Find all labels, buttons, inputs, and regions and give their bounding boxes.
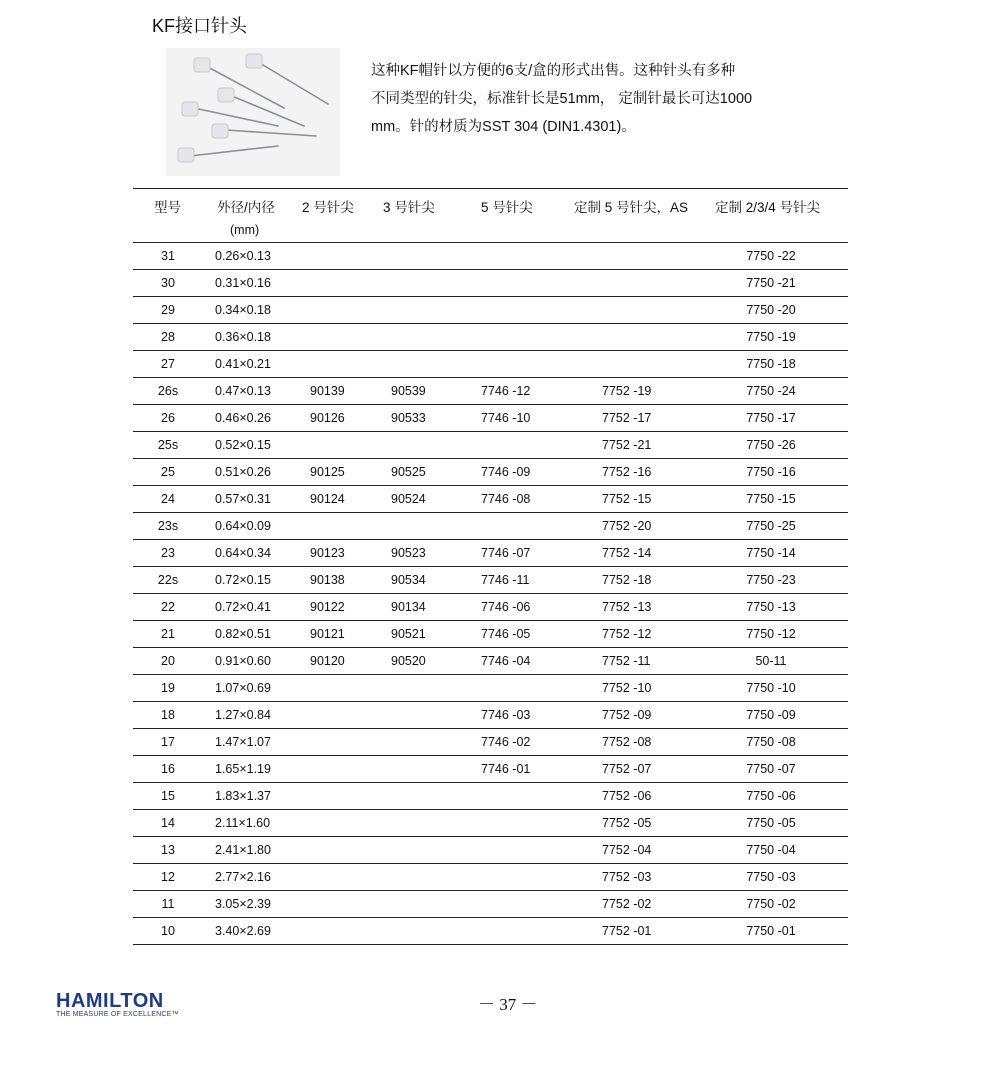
cell-tip-5: 7746 -03 bbox=[481, 708, 531, 722]
cell-model: 11 bbox=[161, 897, 175, 911]
cell-model: 25s bbox=[157, 438, 179, 452]
header-tip-2: 2 号针尖 bbox=[302, 200, 354, 215]
cell-od-id: 2.11×1.60 bbox=[215, 816, 271, 830]
cell-tip-2: 90124 bbox=[310, 492, 345, 506]
cell-model: 23s bbox=[157, 519, 179, 533]
description-line: 这种KF帽针以方便的6支/盒的形式出售。这种针头有多种 bbox=[371, 63, 736, 79]
cell-custom-tip-234: 7750 -02 bbox=[746, 897, 796, 911]
cell-custom-tip-5-as: 7752 -17 bbox=[602, 411, 652, 425]
cell-tip-3: 90539 bbox=[391, 384, 426, 398]
cell-custom-tip-5-as: 7752 -21 bbox=[602, 438, 652, 452]
cell-model: 10 bbox=[161, 924, 175, 938]
header-tip-5: 5 号针尖 bbox=[481, 200, 533, 215]
cell-custom-tip-234: 7750 -09 bbox=[746, 708, 796, 722]
cell-model: 14 bbox=[161, 816, 175, 830]
cell-model: 24 bbox=[161, 492, 175, 506]
cell-model: 21 bbox=[161, 627, 175, 641]
cell-model: 29 bbox=[161, 303, 175, 317]
cell-custom-tip-234: 7750 -14 bbox=[746, 546, 796, 560]
cell-model: 13 bbox=[161, 843, 175, 857]
brand-name: HAMILTON bbox=[56, 990, 164, 1012]
cell-tip-3: 90524 bbox=[391, 492, 426, 506]
cell-custom-tip-5-as: 7752 -14 bbox=[602, 546, 652, 560]
cell-custom-tip-5-as: 7752 -12 bbox=[602, 627, 652, 641]
cell-tip-5: 7746 -09 bbox=[481, 465, 531, 479]
cell-od-id: 0.31×0.16 bbox=[215, 276, 271, 290]
cell-od-id: 0.36×0.18 bbox=[215, 330, 271, 344]
cell-custom-tip-5-as: 7752 -18 bbox=[602, 573, 652, 587]
table-header bbox=[133, 189, 848, 243]
header-unit: (mm) bbox=[230, 223, 260, 237]
cell-od-id: 1.83×1.37 bbox=[215, 789, 271, 803]
cell-tip-5: 7746 -05 bbox=[481, 627, 531, 641]
cell-custom-tip-5-as: 7752 -08 bbox=[602, 735, 652, 749]
cell-model: 27 bbox=[161, 357, 175, 371]
cell-custom-tip-5-as: 7752 -19 bbox=[602, 384, 652, 398]
cell-tip-3: 90520 bbox=[391, 654, 426, 668]
cell-model: 18 bbox=[161, 708, 175, 722]
cell-tip-2: 90122 bbox=[310, 600, 345, 614]
cell-od-id: 0.64×0.09 bbox=[215, 519, 271, 533]
cell-model: 12 bbox=[161, 870, 175, 884]
cell-custom-tip-5-as: 7752 -09 bbox=[602, 708, 652, 722]
description-line: mm。针的材质为SST 304 (DIN1.4301)。 bbox=[371, 119, 636, 135]
cell-od-id: 0.34×0.18 bbox=[215, 303, 271, 317]
cell-custom-tip-234: 7750 -06 bbox=[746, 789, 796, 803]
cell-od-id: 3.40×2.69 bbox=[215, 924, 271, 938]
cell-od-id: 0.64×0.34 bbox=[215, 546, 271, 560]
page-number: － 37 － bbox=[478, 995, 538, 1014]
cell-tip-3: 90525 bbox=[391, 465, 426, 479]
cell-custom-tip-5-as: 7752 -11 bbox=[602, 654, 651, 668]
cell-custom-tip-234: 7750 -01 bbox=[746, 924, 796, 938]
cell-custom-tip-234: 7750 -05 bbox=[746, 816, 796, 830]
brand-tagline: THE MEASURE OF EXCELLENCE™ bbox=[56, 1011, 179, 1018]
cell-custom-tip-234: 7750 -22 bbox=[746, 249, 796, 263]
description-line: 不同类型的针尖，标准针长是51mm， 定制针最长可达1000 bbox=[371, 91, 753, 107]
needle-product-photo bbox=[166, 48, 340, 176]
cell-custom-tip-5-as: 7752 -06 bbox=[602, 789, 652, 803]
cell-custom-tip-5-as: 7752 -15 bbox=[602, 492, 652, 506]
table-row bbox=[133, 702, 848, 729]
cell-custom-tip-5-as: 7752 -16 bbox=[602, 465, 652, 479]
cell-od-id: 0.72×0.15 bbox=[215, 573, 271, 587]
header-od-id: 外径/内径 bbox=[217, 200, 275, 215]
cell-custom-tip-234: 50-11 bbox=[755, 654, 787, 668]
cell-custom-tip-5-as: 7752 -02 bbox=[602, 897, 652, 911]
cell-model: 26s bbox=[157, 384, 179, 398]
hamilton-logo bbox=[56, 990, 179, 1018]
cell-custom-tip-234: 7750 -23 bbox=[746, 573, 796, 587]
cell-tip-3: 90521 bbox=[391, 627, 426, 641]
cell-od-id: 2.41×1.80 bbox=[215, 843, 271, 857]
header-custom-tip-234: 定制 2/3/4 号针尖 bbox=[715, 200, 821, 215]
cell-od-id: 3.05×2.39 bbox=[215, 897, 271, 911]
cell-tip-5: 7746 -04 bbox=[481, 654, 531, 668]
cell-od-id: 0.46×0.26 bbox=[215, 411, 271, 425]
cell-custom-tip-234: 7750 -17 bbox=[746, 411, 796, 425]
cell-od-id: 1.47×1.07 bbox=[215, 735, 271, 749]
cell-custom-tip-234: 7750 -16 bbox=[746, 465, 796, 479]
cell-od-id: 0.82×0.51 bbox=[215, 627, 271, 641]
section-title: KF接口针头 bbox=[152, 16, 248, 36]
table-row bbox=[133, 324, 848, 351]
cell-custom-tip-234: 7750 -12 bbox=[746, 627, 796, 641]
cell-model: 23 bbox=[161, 546, 175, 560]
cell-custom-tip-5-as: 7752 -10 bbox=[602, 681, 652, 695]
cell-model: 22 bbox=[161, 600, 175, 614]
cell-custom-tip-234: 7750 -03 bbox=[746, 870, 796, 884]
cell-custom-tip-234: 7750 -07 bbox=[746, 762, 796, 776]
cell-custom-tip-234: 7750 -04 bbox=[746, 843, 796, 857]
cell-od-id: 1.07×0.69 bbox=[215, 681, 271, 695]
cell-tip-5: 7746 -07 bbox=[481, 546, 531, 560]
table-row bbox=[133, 270, 848, 297]
cell-custom-tip-5-as: 7752 -04 bbox=[602, 843, 652, 857]
cell-tip-3: 90534 bbox=[391, 573, 426, 587]
cell-tip-2: 90125 bbox=[310, 465, 345, 479]
header-tip-3: 3 号针尖 bbox=[383, 200, 435, 215]
table-row bbox=[133, 378, 848, 405]
cell-custom-tip-5-as: 7752 -05 bbox=[602, 816, 652, 830]
cell-custom-tip-234: 7750 -13 bbox=[746, 600, 796, 614]
cell-model: 30 bbox=[161, 276, 175, 290]
cell-model: 26 bbox=[161, 411, 175, 425]
cell-model: 16 bbox=[161, 762, 175, 776]
cell-custom-tip-234: 7750 -25 bbox=[746, 519, 796, 533]
cell-tip-2: 90139 bbox=[310, 384, 345, 398]
table-row bbox=[133, 432, 848, 459]
table-row bbox=[133, 675, 848, 702]
table-row bbox=[133, 864, 848, 891]
cell-custom-tip-5-as: 7752 -07 bbox=[602, 762, 652, 776]
table-row bbox=[133, 594, 848, 621]
cell-od-id: 0.51×0.26 bbox=[215, 465, 271, 479]
cell-od-id: 1.65×1.19 bbox=[215, 762, 271, 776]
cell-od-id: 1.27×0.84 bbox=[215, 708, 271, 722]
table-row bbox=[133, 621, 848, 648]
cell-od-id: 0.91×0.60 bbox=[215, 654, 271, 668]
cell-custom-tip-5-as: 7752 -01 bbox=[602, 924, 652, 938]
cell-tip-5: 7746 -02 bbox=[481, 735, 531, 749]
cell-model: 25 bbox=[161, 465, 175, 479]
table-row bbox=[133, 297, 848, 324]
cell-custom-tip-234: 7750 -19 bbox=[746, 330, 796, 344]
cell-custom-tip-234: 7750 -08 bbox=[746, 735, 796, 749]
cell-tip-2: 90123 bbox=[310, 546, 345, 560]
cell-custom-tip-234: 7750 -21 bbox=[746, 276, 796, 290]
table-row bbox=[133, 513, 848, 540]
cell-tip-5: 7746 -06 bbox=[481, 600, 531, 614]
cell-custom-tip-5-as: 7752 -03 bbox=[602, 870, 652, 884]
cell-custom-tip-234: 7750 -18 bbox=[746, 357, 796, 371]
cell-od-id: 2.77×2.16 bbox=[215, 870, 271, 884]
cell-custom-tip-5-as: 7752 -20 bbox=[602, 519, 652, 533]
table-row bbox=[133, 918, 848, 945]
cell-od-id: 0.26×0.13 bbox=[215, 249, 271, 263]
cell-od-id: 0.57×0.31 bbox=[215, 492, 271, 506]
table-row bbox=[133, 486, 848, 513]
table-row bbox=[133, 567, 848, 594]
cell-tip-5: 7746 -10 bbox=[481, 411, 531, 425]
table-row bbox=[133, 783, 848, 810]
table-row bbox=[133, 891, 848, 918]
cell-model: 15 bbox=[161, 789, 175, 803]
cell-od-id: 0.52×0.15 bbox=[215, 438, 271, 452]
cell-custom-tip-234: 7750 -20 bbox=[746, 303, 796, 317]
cell-model: 28 bbox=[161, 330, 175, 344]
header-custom-tip-5-as: 定制 5 号针尖，AS bbox=[574, 200, 689, 215]
table-row bbox=[133, 351, 848, 378]
cell-model: 31 bbox=[161, 249, 175, 263]
table-row bbox=[133, 648, 848, 675]
table-row bbox=[133, 243, 848, 270]
table-body bbox=[133, 243, 848, 945]
table-row bbox=[133, 405, 848, 432]
cell-model: 17 bbox=[161, 735, 175, 749]
header-model: 型号 bbox=[154, 200, 181, 215]
cell-model: 19 bbox=[161, 681, 175, 695]
cell-tip-5: 7746 -01 bbox=[481, 762, 531, 776]
cell-tip-3: 90533 bbox=[391, 411, 426, 425]
cell-tip-2: 90121 bbox=[310, 627, 345, 641]
cell-tip-5: 7746 -08 bbox=[481, 492, 531, 506]
cell-custom-tip-234: 7750 -26 bbox=[746, 438, 796, 452]
table-row bbox=[133, 837, 848, 864]
table-row bbox=[133, 756, 848, 783]
cell-od-id: 0.72×0.41 bbox=[215, 600, 271, 614]
cell-tip-5: 7746 -12 bbox=[481, 384, 531, 398]
table-row bbox=[133, 729, 848, 756]
cell-od-id: 0.41×0.21 bbox=[215, 357, 271, 371]
cell-model: 22s bbox=[157, 573, 179, 587]
cell-custom-tip-234: 7750 -15 bbox=[746, 492, 796, 506]
cell-tip-2: 90126 bbox=[310, 411, 345, 425]
table-row bbox=[133, 810, 848, 837]
cell-tip-3: 90134 bbox=[391, 600, 426, 614]
cell-od-id: 0.47×0.13 bbox=[215, 384, 271, 398]
cell-tip-2: 90120 bbox=[310, 654, 345, 668]
cell-tip-2: 90138 bbox=[310, 573, 345, 587]
cell-tip-5: 7746 -11 bbox=[481, 573, 530, 587]
table-row bbox=[133, 459, 848, 486]
cell-custom-tip-234: 7750 -10 bbox=[746, 681, 796, 695]
needle-spec-table bbox=[133, 188, 848, 945]
cell-tip-3: 90523 bbox=[391, 546, 426, 560]
cell-custom-tip-234: 7750 -24 bbox=[746, 384, 796, 398]
table-row bbox=[133, 540, 848, 567]
cell-model: 20 bbox=[161, 654, 175, 668]
product-description bbox=[371, 57, 821, 141]
cell-custom-tip-5-as: 7752 -13 bbox=[602, 600, 652, 614]
